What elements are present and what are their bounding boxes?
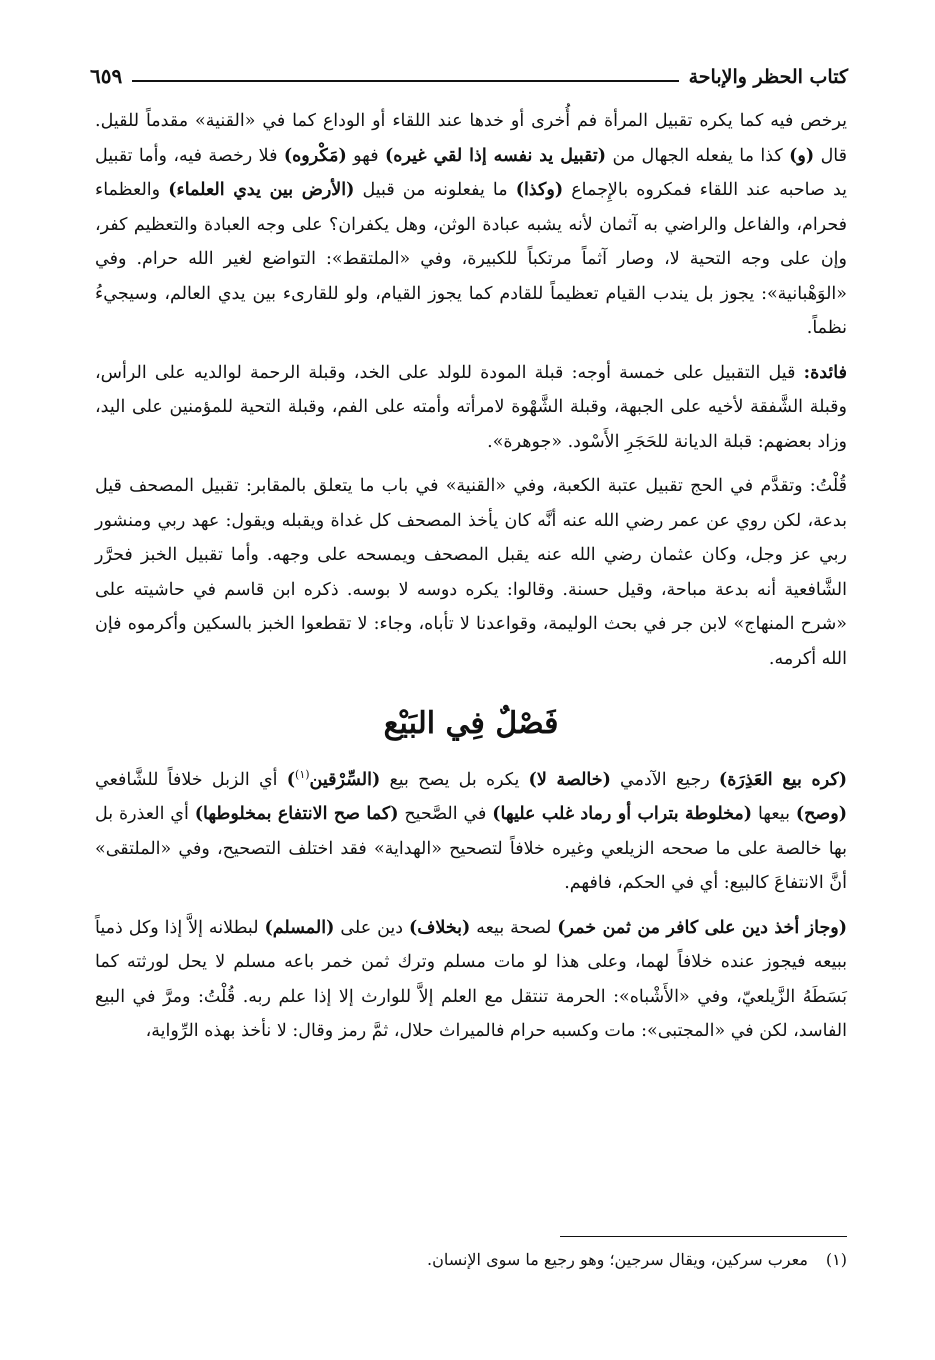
faida-label: فائدة: — [803, 362, 847, 383]
text-run: ما يفعلونه من قبيل — [354, 180, 516, 200]
matn-run: ) — [286, 769, 296, 790]
matn-run: (وصح) — [795, 804, 847, 825]
section-heading: فَصْلٌ فِي البَيْع — [383, 706, 559, 741]
matn-run: (كما صح الانتفاع بمخلوطها) — [194, 804, 399, 825]
footnote — [95, 1246, 847, 1274]
text-run: قيل التقبيل على خمسة أوجه: قبلة المودة للولد على الخد، وقبلة الرحمة لوالديه على الرأس، وقبلة الشَّفقة لأخيه على الجبهة، وقبلة الشَّهْوة لامرأته وأمته على الفم، وقبلة التحية للمؤمنين على اليد، وزاد بعضهم: قبلة الديانة للحَجَرِ الأَسْود. «جوهرة». — [95, 362, 847, 452]
text-run: يرخص فيه كما يكره تقبيل المرأة فم أُخرى أو خدها عند اللقاء أو الوداع كما في «القنية» مقدماً للقيل. قال — [95, 111, 847, 166]
text-run: دين على — [334, 917, 409, 938]
chapter-title: كتاب الحظر والإباحة — [688, 66, 848, 88]
matn-run: (المسلم) — [264, 917, 335, 938]
text-run: في الصَّحيح — [398, 804, 493, 825]
text-run: أي الزبل خلافاً للشَّافعي — [95, 769, 287, 790]
paragraph-faida — [95, 356, 847, 460]
matn-run: (خالصة لا) — [528, 769, 611, 790]
text-run: فهو — [346, 145, 385, 166]
matn-run: (وجاز أخذ دين على كافر من ثمن خمر) — [557, 917, 847, 938]
text-run: يكره بل يصح بيع — [380, 769, 529, 790]
matn-run: (كره بيع العَذِرَة) — [718, 769, 847, 790]
header-rule — [132, 80, 678, 82]
matn-run: (مَكْروه) — [283, 145, 347, 166]
page-number: ٦٥٩ — [90, 64, 123, 88]
running-header — [90, 58, 848, 88]
footnote-marker[interactable]: (١) — [295, 768, 310, 781]
text-run: بيعها — [752, 804, 796, 825]
matn-run: (السِّرْقين — [309, 769, 381, 790]
matn-run: (الأرض بين يدي العلماء) — [168, 180, 355, 200]
text-run: والعظماء فحرام، والفاعل والراضي به آثمان لأنه يشبه عبادة الوثن، وهل يكفران؟ على وجه العبادة والتعظيم كفر، وإن على وجه التحية لا، وصار آثماً مرتكباً للكبيرة، وفي «الملتقط»: التواضع لغير الله حرام. وفي «الوَهْبانية»: يجوز بل يندب القيام تعظيماً للقادم كما يجوز القيام، ولو للقارىء بين يدي العالم، وسيجيءُ نظماً. — [95, 180, 847, 338]
text-run: رجيع الآدمي — [610, 769, 719, 790]
matn-run: (وكذا) — [515, 180, 564, 200]
paragraph-qultu — [95, 469, 847, 676]
footnote-text: معرب سركين، ويقال سرجين؛ وهو رجيع ما سوى الإنسان. — [426, 1250, 808, 1269]
footnote-rule — [560, 1236, 847, 1237]
matn-run: (مخلوطة بتراب أو رماد غلب عليها) — [492, 804, 753, 825]
text-run: كذا ما يفعله الجهال من — [606, 145, 790, 166]
text-run: لبطلانه إلاَّ إذا وكل ذمياً ببيعه فيجوز عنده خلافاً لهما، وعلى هذا لو مات مسلم وترك ثمن خمر باعه مسلم لا يحل لورثته كما بَسَطَهُ الزَّيلعيّ، وفي «الأَشْباه»: الحرمة تنتقل مع العلم إلاَّ للوارث إلا إذا علم ربه. قُلْتُ: ومرَّ في البيع الفاسد، لكن في «المجتبى»: مات وكسبه حرام فالميراث حلال، ثمَّ رمز وقال: لا نأخذ بهذه الرِّواية، — [95, 917, 847, 1042]
text-run: لصحة بيعه — [470, 917, 558, 938]
matn-run: (و) — [789, 145, 815, 166]
paragraph-debt — [95, 911, 847, 1049]
matn-run: (بخلاف) — [409, 917, 471, 938]
paragraph-kissing — [95, 104, 847, 346]
text-run: فلا رخصة فيه، وأما تقبيل يد صاحبه عند اللقاء فمكروه بالإِجماع — [95, 145, 848, 200]
footnote-number: (١) — [825, 1250, 847, 1269]
paragraph-udhra — [95, 758, 847, 901]
matn-run: (تقبيل يد نفسه إذا لقي غيره) — [385, 145, 607, 166]
text-run: قُلْتُ: وتقدَّم في الحج تقبيل عتبة الكعبة، وفي «القنية» في باب ما يتعلق بالمقابر: تقبيل المصحف قيل بدعة، لكن روي عن عمر رضي الله عنه أنَّه كان يأخذ المصحف كل غداة ويقبله ويقول: عهد ربي ومنشور ربي عز وجل، وكان عثمان رضي الله عنه يقبل المصحف ويمسحه على وجهه. وأما تقبيل الخبز فحرَّر الشَّافعية أنه بدعة مباحة، وقيل حسنة. وقالوا: يكره دوسه لا بوسه. ذكره ابن قاسم في حاشيته على «شرح المنهاج» لابن جر في بحث الوليمة، وقواعدنا لا تأباه، وجاء: لا تقطعوا الخبز بالسكين وأكرموه فإن الله أكرمه. — [95, 476, 847, 669]
main-text — [95, 104, 847, 1059]
text-run: أي العذرة بل بها خالصة على ما صححه الزيلعي وغيره خلافاً لتصحيح «الهداية» فقد اختلف التصحيح، وفي «الملتقى» أنَّ الانتفاعَ كالبيع: أي في الحكم، فافهم. — [95, 804, 847, 894]
